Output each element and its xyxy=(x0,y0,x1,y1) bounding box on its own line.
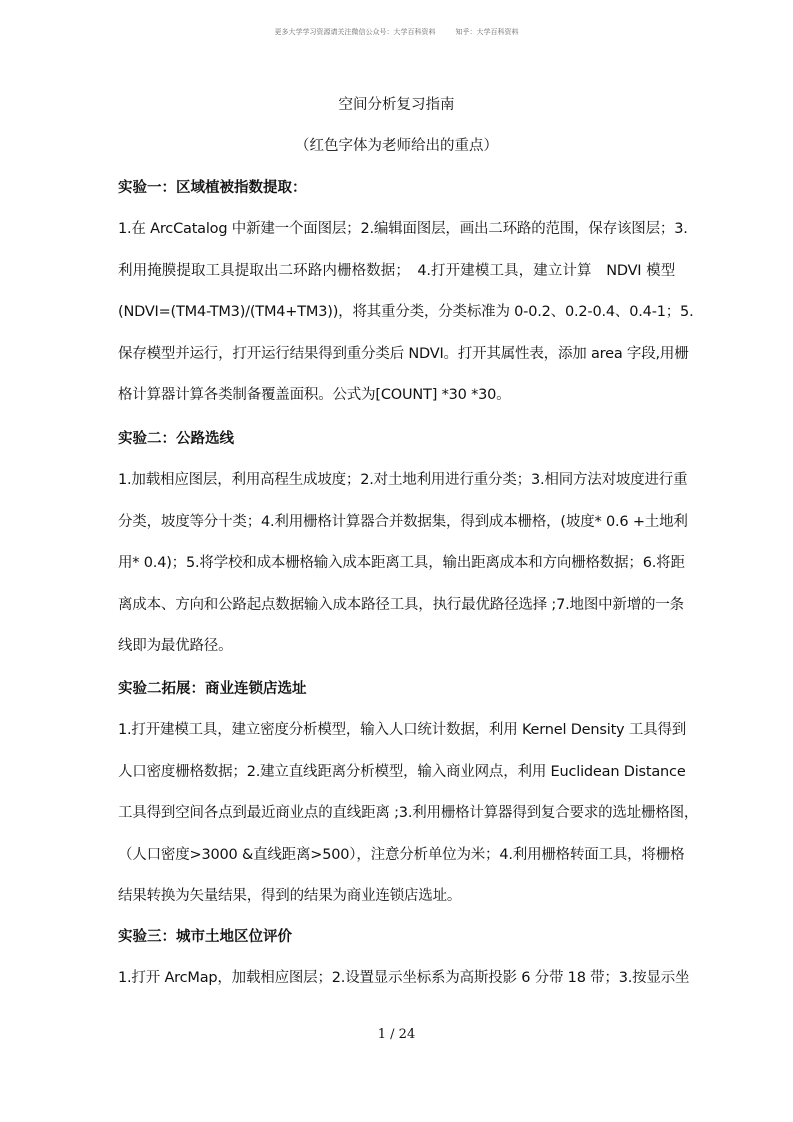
paragraph-line: (NDVI=(TM4-TM3)/(TM4+TM3))，将其重分类，分类标准为 0-0.2、0.2-0.4、0.4-1；5. xyxy=(118,304,694,320)
header-right: 知乎：大学百科资料 xyxy=(455,28,519,36)
paragraph-line: 工具得到空间各点到最近商业点的直线距离 ;3.利用栅格计算器得到复合要求的选址栅格图， xyxy=(118,805,699,821)
paragraph-line: 结果转换为矢量结果，得到的结果为商业连锁店选址。 xyxy=(118,888,462,904)
section-heading: 实验二拓展：商业连锁店选址 xyxy=(118,681,307,697)
paragraph-line: 用* 0.4)；5.将学校和成本栅格输入成本距离工具，输出距离成本和方向栅格数据；6.将距 xyxy=(118,555,685,571)
paragraph-line: 保存模型并运行，打开运行结果得到重分类后 NDVI。打开其属性表，添加 area 字段,用栅 xyxy=(118,345,689,362)
paragraph-line: 1.在 ArcCatalog 中新建一个面图层；2.编辑面图层，画出二环路的范围，保存该图层；3. xyxy=(118,221,688,237)
paragraph-line: 1.打开建模工具，建立密度分析模型，输入人口统计数据，利用 Kernel Density 工具得到 xyxy=(118,722,687,738)
paragraph-line: 1.加载相应图层，利用高程生成坡度；2.对土地利用进行重分类；3.相同方法对坡度进行重 xyxy=(118,472,688,488)
paragraph-line: 1.打开 ArcMap，加载相应图层；2.设置显示坐标系为高斯投影 6 分带 18 带；3.按显示坐 xyxy=(118,970,690,986)
header-left: 更多大学学习资源请关注微信公众号：大学百科资料 xyxy=(274,28,436,36)
paragraph-line: 分类，坡度等分十类；4.利用栅格计算器合并数据集，得到成本栅格，(坡度* 0.6 +土地利 xyxy=(118,513,688,530)
paragraph-line: 利用掩膜提取工具提取出二环路内栅格数据； 4.打开建模工具，建立计算 NDVI 模型 xyxy=(118,262,675,279)
section-heading: 实验一：区域植被指数提取： xyxy=(118,180,307,196)
section-heading: 实验三：城市土地区位评价 xyxy=(118,929,292,945)
paragraph-line: 离成本、方向和公路起点数据输入成本路径工具，执行最优路径选择 ;7.地图中新增的一条 xyxy=(118,596,684,613)
page-number: 1 / 24 xyxy=(377,1027,416,1042)
paragraph-line: 人口密度栅格数据；2.建立直线距离分析模型，输入商业网点，利用 Euclidean Distance xyxy=(118,763,686,780)
paragraph-line: 格计算器计算各类制备覆盖面积。公式为[COUNT] *30 *30。 xyxy=(118,387,511,403)
paragraph-line: （人口密度>3000 &直线距离>500），注意分析单位为米；4.利用栅格转面工具，将栅格 xyxy=(118,846,685,863)
doc-title: 空间分析复习指南 xyxy=(338,97,455,113)
page-header xyxy=(0,27,793,37)
doc-subtitle: （红色字体为老师给出的重点） xyxy=(295,138,498,154)
paragraph-line: 线即为最优路径。 xyxy=(118,638,233,654)
section-heading: 实验二：公路选线 xyxy=(118,431,234,447)
